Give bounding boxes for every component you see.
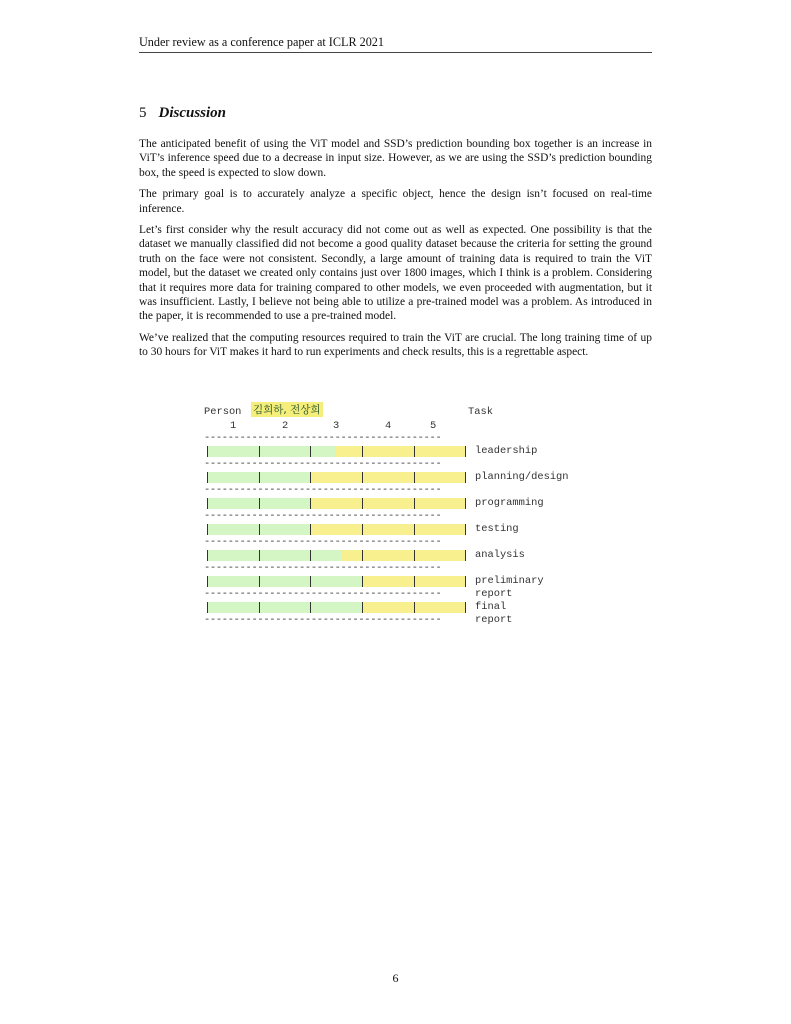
tick-mark xyxy=(207,576,208,587)
task-label: preliminary report xyxy=(475,575,544,600)
table-row xyxy=(204,575,544,600)
contribution-bar xyxy=(207,498,465,509)
handwritten-names: 김희하, 전상희 xyxy=(253,404,321,416)
separator-line: ---------------------------------------- xyxy=(204,484,442,496)
separator-line: ---------------------------------------- xyxy=(204,458,442,470)
tick-mark xyxy=(414,446,415,457)
tick-mark xyxy=(259,472,260,483)
tick-mark xyxy=(465,472,466,483)
column-number: 2 xyxy=(282,420,289,432)
person-b-segment xyxy=(341,550,465,561)
tick-mark xyxy=(310,524,311,535)
tick-mark xyxy=(362,576,363,587)
table-row xyxy=(204,471,569,484)
tick-mark xyxy=(362,498,363,509)
task-label: leadership xyxy=(475,445,538,457)
tick-mark xyxy=(207,498,208,509)
tick-mark xyxy=(259,498,260,509)
section-title: Discussion xyxy=(158,105,227,121)
person-a-segment xyxy=(207,446,336,457)
tick-mark xyxy=(310,576,311,587)
section-number: 5 xyxy=(139,105,147,121)
separator-line: ---------------------------------------- xyxy=(204,536,442,548)
task-label: Task xyxy=(468,406,493,418)
tick-mark xyxy=(465,524,466,535)
tick-mark xyxy=(414,472,415,483)
tick-mark xyxy=(259,576,260,587)
table-rows xyxy=(204,432,569,627)
tick-mark xyxy=(207,446,208,457)
column-number: 4 xyxy=(385,420,392,432)
tick-mark xyxy=(310,550,311,561)
tick-mark xyxy=(362,524,363,535)
person-b-segment xyxy=(310,524,465,535)
discussion-body xyxy=(139,137,652,367)
tick-mark xyxy=(414,550,415,561)
separator-line: ---------------------------------------- xyxy=(204,614,442,626)
tick-mark xyxy=(465,550,466,561)
paragraph: The primary goal is to accurately analyze a specific object, hence the design isn’t focused on real-time inference. xyxy=(139,188,652,215)
tick-mark xyxy=(259,446,260,457)
tick-mark xyxy=(362,602,363,613)
tick-mark xyxy=(414,602,415,613)
tick-mark xyxy=(414,498,415,509)
separator-line: ---------------------------------------- xyxy=(204,432,442,444)
table-row xyxy=(204,497,544,510)
tick-mark xyxy=(259,524,260,535)
tick-mark xyxy=(259,550,260,561)
contribution-bar xyxy=(207,576,465,587)
tick-mark xyxy=(310,472,311,483)
contribution-bar xyxy=(207,472,465,483)
table-row xyxy=(204,523,519,536)
section-heading xyxy=(139,104,226,122)
person-b-segment xyxy=(310,498,465,509)
column-number: 5 xyxy=(430,420,437,432)
contribution-bar xyxy=(207,524,465,535)
task-label: analysis xyxy=(475,549,525,561)
person-b-segment xyxy=(310,472,465,483)
separator-line: ---------------------------------------- xyxy=(204,588,442,600)
task-label: final report xyxy=(475,601,513,626)
tick-mark xyxy=(207,524,208,535)
person-b-segment xyxy=(336,446,465,457)
tick-mark xyxy=(207,472,208,483)
contribution-bar xyxy=(207,446,465,457)
separator-line: ---------------------------------------- xyxy=(204,562,442,574)
tick-mark xyxy=(362,446,363,457)
table-row xyxy=(204,549,525,562)
paragraph: Let’s first consider why the result accuracy did not come out as well as expected. One possibility is that the dataset we manually classified did not become a good quality dataset because the criteria for setting the ground truth on the face were not consistent. Secondly, a large amount of training data is required to train the ViT model, but the dataset we created only contains just over 1800 images, which I think is a problem. Considering that it requires more data for training compared to other models, we even proceeded with augmentation, but it was insufficient. Lastly, I believe not being able to utilize a pre-trained model was a problem. As introduced in the paper, it is recommended to use a pre-trained model. xyxy=(139,224,652,323)
tick-mark xyxy=(310,446,311,457)
tick-mark xyxy=(465,602,466,613)
person-a-segment xyxy=(207,576,362,587)
tick-mark xyxy=(310,602,311,613)
tick-mark xyxy=(362,472,363,483)
contribution-bar xyxy=(207,550,465,561)
tick-mark xyxy=(465,498,466,509)
tick-mark xyxy=(414,576,415,587)
contribution-table xyxy=(204,404,569,627)
paragraph: The anticipated benefit of using the ViT model and SSD’s prediction bounding box together is an increase in ViT’s inference speed due to a decrease in input size. However, as we are using the SSD’s prediction bounding box, the speed is expected to slow down. xyxy=(139,138,652,179)
page-number: 6 xyxy=(392,971,399,985)
table-row xyxy=(204,601,513,626)
tick-mark xyxy=(207,602,208,613)
task-label: planning/design xyxy=(475,471,569,483)
running-header: Under review as a conference paper at ICLR 2021 xyxy=(139,35,652,53)
person-a-segment xyxy=(207,602,362,613)
tick-mark xyxy=(362,550,363,561)
task-label: testing xyxy=(475,523,519,535)
paragraph: We’ve realized that the computing resources required to train the ViT are crucial. The long training time of up to 30 hours for ViT makes it hard to run experiments and check results, this is a regrettable aspect. xyxy=(139,331,652,359)
tick-mark xyxy=(259,602,260,613)
person-a-segment xyxy=(207,550,341,561)
table-header xyxy=(204,404,493,420)
contribution-bar xyxy=(207,602,465,613)
tick-mark xyxy=(310,498,311,509)
tick-mark xyxy=(207,550,208,561)
column-number: 1 xyxy=(230,420,237,432)
separator-line: ---------------------------------------- xyxy=(204,510,442,522)
column-number: 3 xyxy=(333,420,340,432)
tick-mark xyxy=(414,524,415,535)
table-row xyxy=(204,445,538,458)
task-label: programming xyxy=(475,497,544,509)
column-numbers xyxy=(204,420,462,432)
person-label: Person xyxy=(204,406,242,418)
tick-mark xyxy=(465,446,466,457)
tick-mark xyxy=(465,576,466,587)
